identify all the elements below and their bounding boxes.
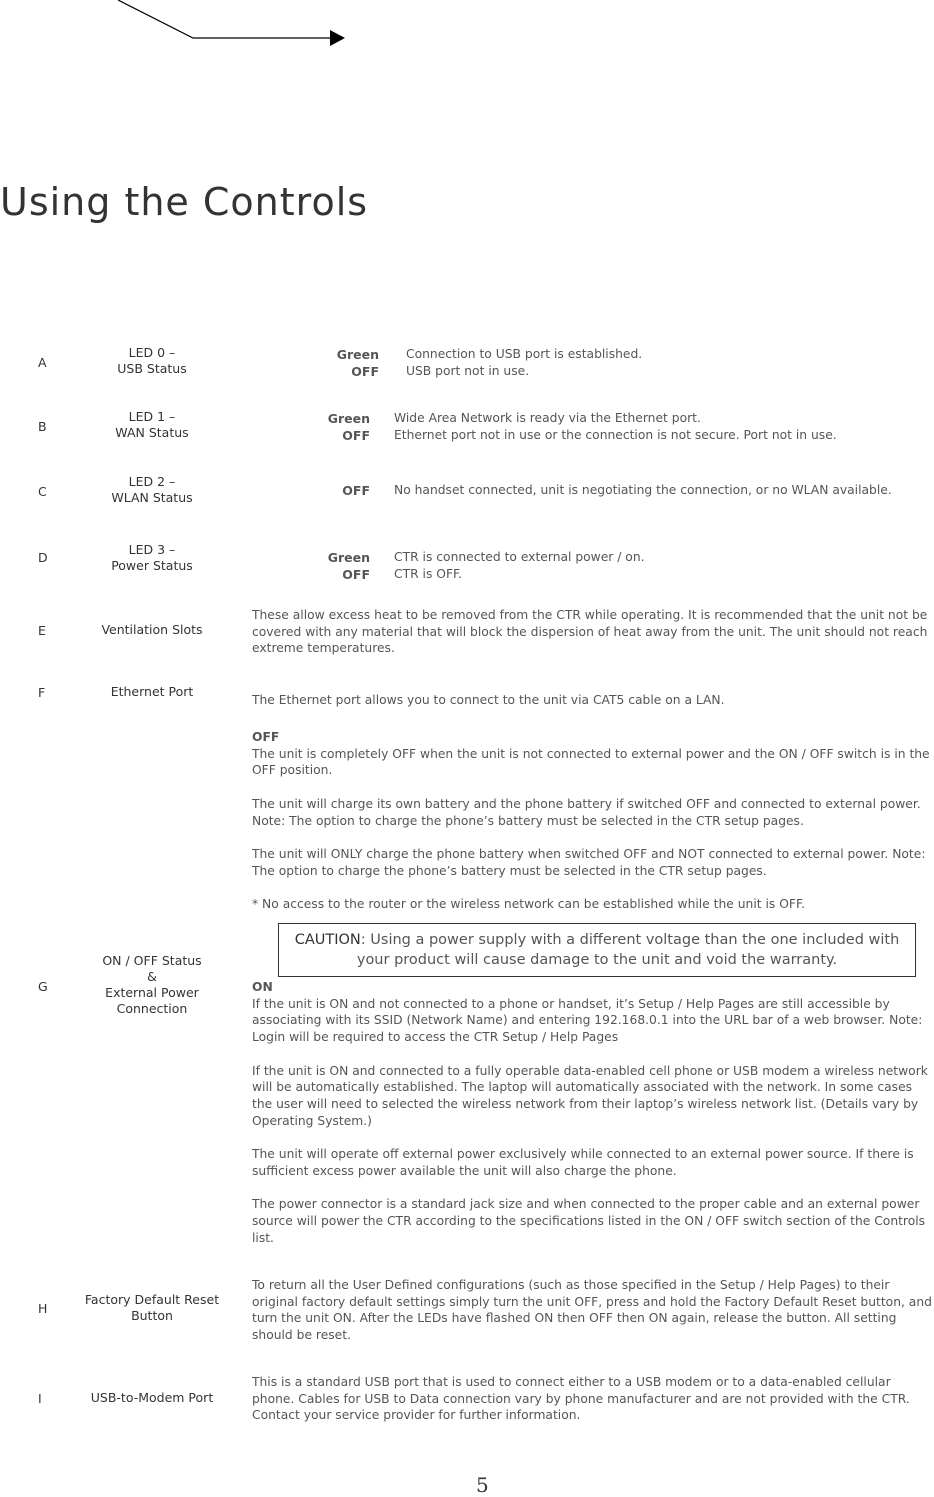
off-heading: OFF [252,730,280,744]
row-letter-d: D [38,550,48,565]
control-name-b: LED 1 – WAN Status [115,409,189,440]
off-paragraph-3: The unit will ONLY charge the phone battery when switched OFF and NOT connected to external power. Note: The option to charge the phone’s battery must be selected in the CTR setup pages. [252,846,926,878]
off-section [252,729,934,913]
row-letter-f: F [38,685,46,700]
control-desc-h: To return all the User Defined configurations (such as those specified in the Setup / Help Pages) to their original factory default settings simply turn the unit OFF, press and hold the Factory Default Reset button, and turn the unit ON. After the LEDs have flashed ON then OFF then ON again, release the button. All setting should be reset. [252,1278,932,1343]
caution-text: : Using a power supply with a different voltage than the one included with your product will cause damage to the unit and void the warranty. [356,932,900,968]
on-paragraph-3: The unit will operate off external power exclusively while connected to an external power source. If there is sufficient excess power available the unit will also charge the phone. [252,1147,914,1178]
row-letter-i: I [38,1391,42,1406]
on-section [252,979,934,1246]
caution-label: CAUTION [294,932,361,948]
state-list-d: Green OFF [327,550,370,582]
state-desc-b: Wide Area Network is ready via the Ethernet port. Ethernet port not in use or the connection is not secure. Port not in use. [394,411,837,442]
page-number: 5 [476,1473,489,1497]
control-name-c: LED 2 – WLAN Status [111,474,193,505]
off-paragraph-2: The unit will charge its own battery and the phone battery if switched OFF and connected to external power. Note: The option to charge the phone’s battery must be selected in the CTR setup pages. [252,796,921,828]
control-name-d: LED 3 – Power Status [111,542,193,573]
off-paragraph-4: * No access to the router or the wireless network can be established while the unit is OFF. [252,896,805,911]
row-letter-c: C [38,484,47,499]
control-name-f: Ethernet Port [110,684,194,699]
callout-arrow [0,0,360,60]
state-list-a: Green OFF [336,347,379,379]
state-desc-d: CTR is connected to external power / on. CTR is OFF. [394,550,645,581]
row-letter-a: A [38,355,47,370]
on-heading: ON [252,980,273,994]
control-name-a: LED 0 – USB Status [117,345,187,376]
on-paragraph-2: If the unit is ON and connected to a fully operable data-enabled cell phone or USB modem a wireless network will be automatically established. The laptop will automatically associated with the network. In some cases the user will need to selected the wireless network from their laptop’s wireless network list. (Details vary by Operating System.) [252,1063,928,1128]
row-letter-e: E [38,623,46,638]
caution-box [278,923,916,977]
row-letter-b: B [38,419,47,434]
control-name-h: Factory Default Reset Button [84,1292,220,1323]
control-desc-i: This is a standard USB port that is used to connect either to a USB modem or to a data-enabled cellular phone. Cables for USB to Data connection vary by phone manufacturer and are not provided with the CTR. Contact your service provider for further information. [252,1375,910,1423]
on-paragraph-1: If the unit is ON and not connected to a phone or handset, it’s Setup / Help Pages are still accessible by associating with its SSID (Network Name) and entering 192.168.0.1 into the URL bar of a web browser. Note: Login will be required to access the CTR Setup / Help Pages [252,996,923,1045]
row-letter-h: H [38,1301,48,1316]
control-desc-e: These allow excess heat to be removed from the CTR while operating. It is recommended that the unit not be covered with any material that will block the dispersion of heat away from the unit. The unit should not reach extreme temperatures. [252,608,928,656]
control-name-i: USB-to-Modem Port [90,1390,214,1405]
control-name-g: ON / OFF Status & External Power Connection [102,953,202,1016]
on-paragraph-4: The power connector is a standard jack size and when connected to the proper cable and an external power source will power the CTR according to the specifications listed in the ON / OFF switch section of the Controls list. [252,1197,926,1245]
state-list-b: Green OFF [327,411,370,443]
state-desc-c: No handset connected, unit is negotiating the connection, or no WLAN available. [394,483,892,497]
row-letter-g: G [38,979,48,994]
state-desc-a: Connection to USB port is established. USB port not in use. [406,347,643,378]
state-list-c: OFF [342,483,370,498]
off-paragraph-1: The unit is completely OFF when the unit is not connected to external power and the ON / OFF switch is in the OFF position. [252,746,930,778]
page-title: Using the Controls [0,180,369,224]
control-name-e: Ventilation Slots [101,622,203,637]
control-desc-f: The Ethernet port allows you to connect to the unit via CAT5 cable on a LAN. [252,693,725,707]
